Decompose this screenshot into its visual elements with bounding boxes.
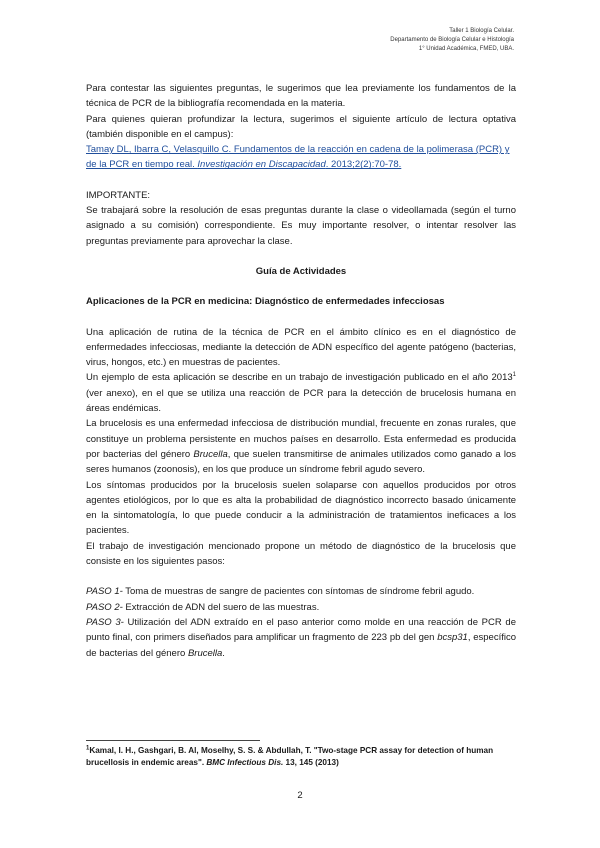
content-paragraph-3 [86,416,516,477]
step-2-text: Extracción de ADN del suero de las muestras. [122,601,320,613]
step-2 [86,600,516,615]
reference-link-journal[interactable]: Investigación en Discapacidad [197,159,326,171]
important-text: Se trabajará sobre la resolución de esas preguntas durante la clase o videollamada (según el turno asignado a su comisión) correspondiente. Es muy importante resolver, o intentar resolver las preguntas previamente para aprovechar la clase. [86,205,516,247]
content-paragraph-2-a: Un ejemplo de esta aplicación se describe en un trabajo de investigación publicado en el año 2013 [86,372,513,384]
reference-link[interactable] [86,142,516,173]
footnote [86,745,516,769]
content-paragraph-2 [86,370,516,416]
genus-name: Brucella [187,647,223,659]
step-3-text-b: , específico de bacterias del género [86,632,516,659]
reference-link-text[interactable]: Tamay DL, Ibarra C, Velasquillo C. Fundamentos de la reacción en cadena de la polimerasa (PCR) y de la PCR en tiempo real. [86,144,510,171]
step-3-text-c: . [222,647,225,659]
footnote-text-a: Kamal, I. H., Gashgari, B. Al, Moselhy, S. S. & Abdullah, T. "Two-stage PCR assay for detection of human brucellosis in endemic areas". [86,746,494,767]
step-1-label: PASO 1- [86,586,123,598]
content-paragraph-2-b: (ver anexo), en el que se utiliza una reacción de PCR para la detección de brucelosis humana en áreas endémicas. [86,387,516,415]
content-paragraph-3-a: La brucelosis es una enfermedad infecciosa de distribución mundial, frecuente en zonas rurales, que constituye un problema persistente en muchos países en desarrollo. Esta enfermedad es producida por bacterias del género [86,418,516,460]
page-header [390,27,514,54]
step-2-label: PASO 2- [86,601,123,613]
document-body [86,81,516,661]
guide-title: Guía de Actividades [255,265,347,277]
reference-link-citation[interactable]: . 2013;2(2):70-78. [325,159,402,171]
important-label: IMPORTANTE: [86,189,151,201]
footnote-journal: BMC Infectious Dis. [206,758,284,767]
step-1 [86,584,516,599]
footnote-reference: 1 [512,372,516,379]
page-number: 2 [297,790,303,801]
header-line-1: Taller 1 Biología Celular. [449,28,514,34]
footnote-marker: 1 [86,745,90,752]
header-line-3: 1° Unidad Académica, FMED, UBA. [418,46,514,52]
content-paragraph-5: El trabajo de investigación mencionado propone un método de diagnóstico de la brucelosis que consiste en los siguientes pasos: [86,540,516,568]
intro-paragraph-1: Para contestar las siguientes preguntas, le sugerimos que lea previamente los fundamentos de la técnica de PCR de la bibliografía recomendada en la materia. [86,83,516,110]
genus-brucella: Brucella [193,448,228,460]
header-line-2: Departamento de Biología Celular e Histología [390,37,514,43]
footnote-divider [86,740,260,741]
content-paragraph-1: Una aplicación de rutina de la técnica de PCR en el ámbito clínico es en el diagnóstico de enfermedades infecciosas, mediante la detección de ADN específico del agente patógeno (bacterias, virus, hongos, etc.) en muestras de pacientes. [86,326,516,369]
step-3 [86,615,516,661]
step-3-text-a: Utilización del ADN extraído en el paso anterior como molde en una reacción de PCR de punto final, con primers diseñados para amplificar un fragmento de 223 pb del gen [86,616,516,644]
intro-paragraph-2: Para quienes quieran profundizar la lectura, sugerimos el siguiente artículo de lectura optativa (también disponible en el campus): [86,113,516,140]
gene-name: bcsp31 [437,632,468,644]
step-3-label: PASO 3- [86,616,124,628]
step-1-text: Toma de muestras de sangre de pacientes con síntomas de síndrome febril agudo. [122,586,475,598]
content-paragraph-4: Los síntomas producidos por la brucelosis suelen solaparse con aquellos producidos por otros agentes etiológicos, por lo que es alta la probabilidad de diagnóstico incorrecto basado únicamente en la sintomatología, lo que puede conducir a la administración de tratamientos ineficaces a los pacientes. [86,479,516,537]
footnote-text-b: 13, 145 (2013) [283,758,339,767]
content-paragraph-3-b: , que suelen transmitirse de animales utilizados como ganado a los seres humanos (zoonosis), en los que produce un síndrome febril agudo severo. [86,448,517,476]
section-title: Aplicaciones de la PCR en medicina: Diagnóstico de enfermedades infecciosas [86,296,445,308]
